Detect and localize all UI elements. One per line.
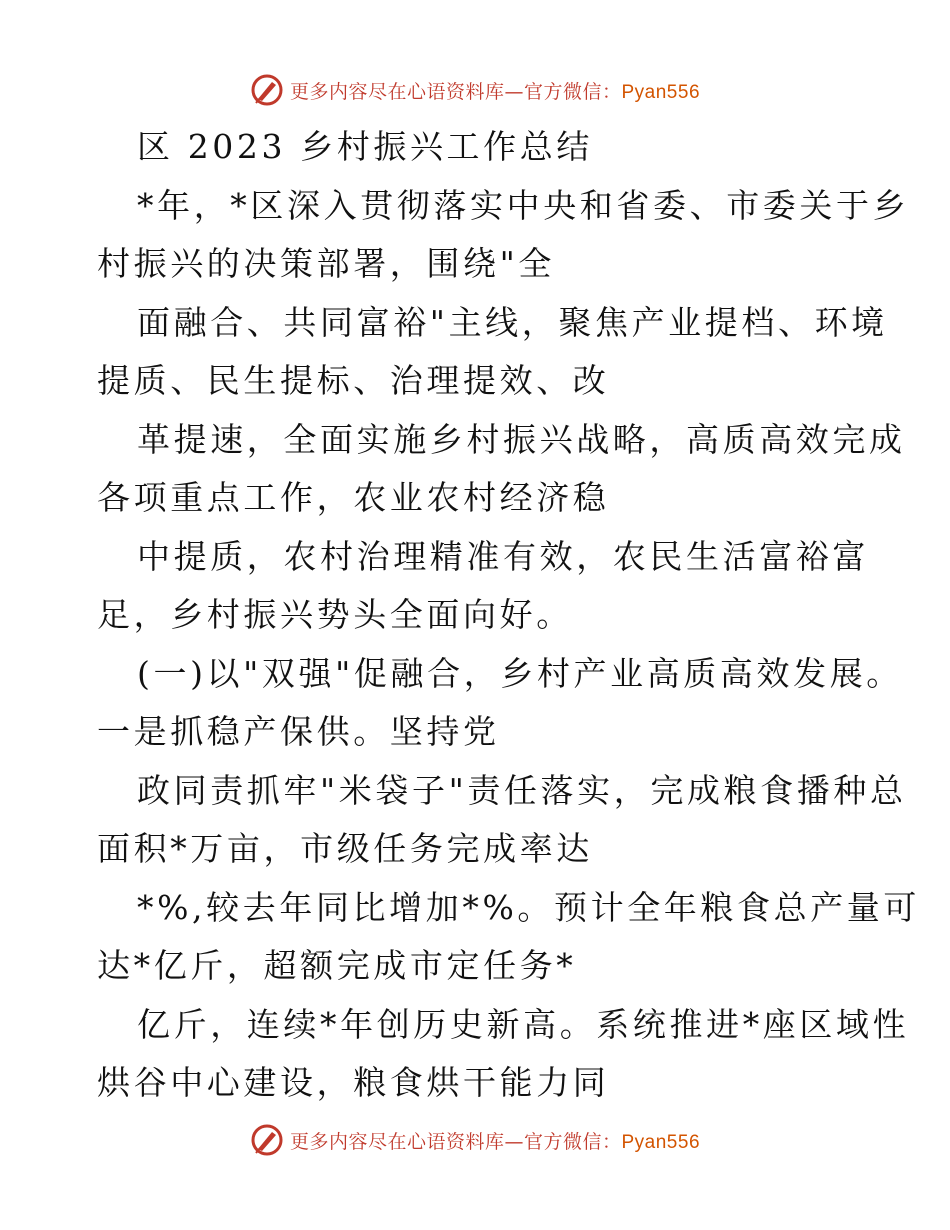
paragraph-line: *%,较去年同比增加*%。预计全年粮食总产量可	[137, 888, 921, 927]
paragraph-line: 政同责抓牢"米袋子"责任落实，完成粮食播种总	[137, 771, 907, 810]
paragraph-line: 各项重点工作，农业农村经济稳	[97, 478, 610, 517]
watermark-wechat-id: Pyan556	[621, 1131, 701, 1153]
paragraph-line: 足，乡村振兴势头全面向好。	[97, 595, 573, 634]
paragraph-line: 达*亿斤，超额完成市定任务*	[97, 946, 577, 985]
watermark-wechat-id: Pyan556	[621, 81, 701, 103]
paragraph-line: 提质、民生提标、治理提效、改	[97, 361, 610, 400]
section-heading-line: (一)以"双强"促融合，乡村产业高质高效发展。	[137, 654, 903, 693]
paragraph-line: 革提速，全面实施乡村振兴战略，高质高效完成	[137, 420, 906, 459]
footer-watermark	[0, 1120, 950, 1160]
watermark-text	[290, 77, 700, 104]
paragraph-line: 中提质，农村治理精准有效，农民生活富裕富	[137, 537, 869, 576]
paragraph-line: 亿斤，连续*年创历史新高。系统推进*座区域性	[137, 1005, 910, 1044]
watermark-text-cn: 更多内容尽在心语资料库—官方微信：	[289, 1130, 622, 1153]
paragraph-line: *年，*区深入贯彻落实中央和省委、市委关于乡	[137, 186, 910, 225]
watermark-text-cn: 更多内容尽在心语资料库—官方微信：	[289, 80, 622, 103]
paragraph-line: 烘谷中心建设，粮食烘干能力同	[97, 1063, 610, 1102]
watermark-text	[290, 1127, 700, 1154]
paragraph-line: 一是抓稳产保供。坚持党	[97, 712, 500, 751]
paragraph-line: 面积*万亩，市级任务完成率达	[97, 829, 593, 868]
header-watermark	[0, 70, 950, 110]
paragraph-line: 面融合、共同富裕"主线，聚焦产业提档、环境	[137, 303, 888, 342]
paragraph-line: 村振兴的决策部署，围绕"全	[97, 244, 555, 283]
feather-pen-logo-icon	[250, 73, 284, 107]
feather-pen-logo-icon	[250, 1123, 284, 1157]
document-title: 区 2023 乡村振兴工作总结	[137, 127, 593, 166]
